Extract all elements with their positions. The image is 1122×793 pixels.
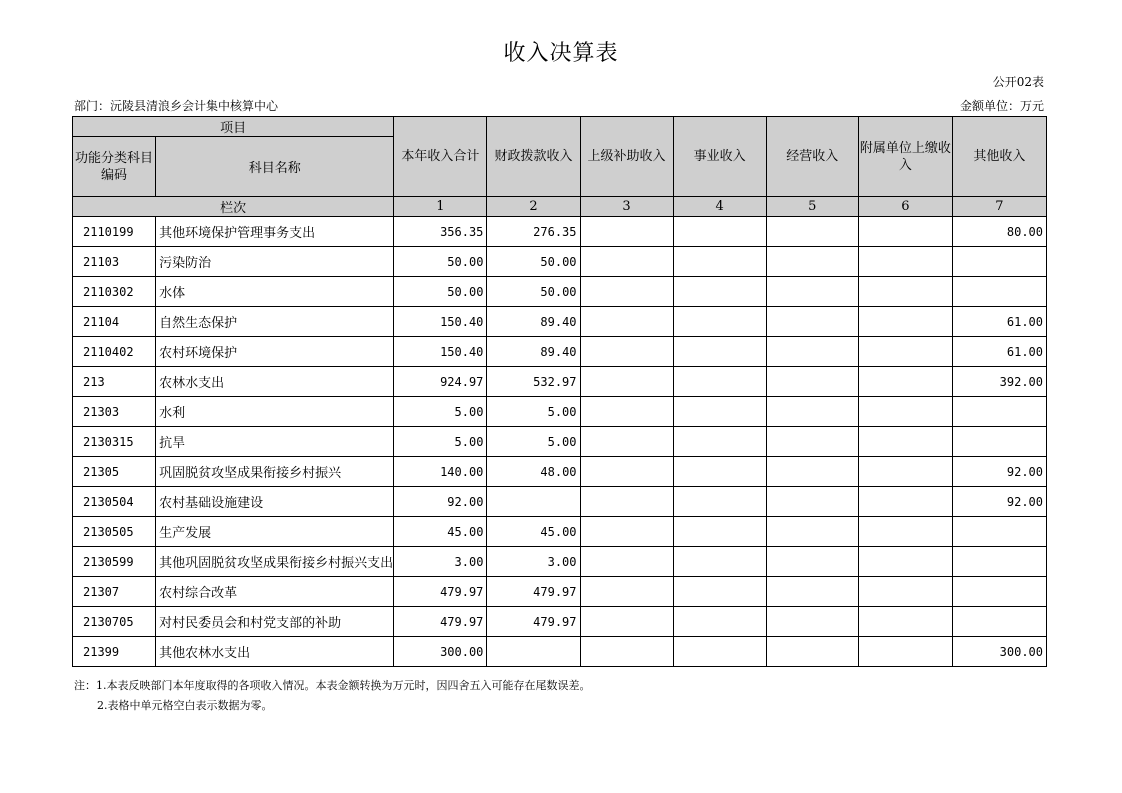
header-code: 功能分类科目编码 [73, 137, 156, 197]
amount-cell [580, 607, 673, 637]
amount-cell: 479.97 [487, 577, 580, 607]
amount-cell [952, 517, 1046, 547]
amount-cell: 61.00 [952, 337, 1046, 367]
header-col-3: 上级补助收入 [580, 117, 673, 197]
column-index-label: 栏次 [73, 197, 394, 217]
amount-cell [673, 367, 766, 397]
subject-code-cell: 2110402 [73, 337, 156, 367]
subject-code-cell: 21303 [73, 397, 156, 427]
amount-cell [580, 547, 673, 577]
amount-cell [580, 427, 673, 457]
amount-cell: 150.40 [394, 307, 487, 337]
amount-cell [766, 337, 858, 367]
amount-cell [580, 247, 673, 277]
amount-cell: 3.00 [487, 547, 580, 577]
subject-name-cell: 其他环境保护管理事务支出 [156, 217, 394, 247]
table-row [73, 307, 1047, 337]
table-row [73, 277, 1047, 307]
amount-cell [580, 217, 673, 247]
amount-cell: 50.00 [487, 247, 580, 277]
amount-cell [766, 277, 858, 307]
amount-cell [673, 277, 766, 307]
table-row [73, 487, 1047, 517]
column-index: 4 [673, 197, 766, 217]
note-2: 2.表格中单元格空白表示数据为零。 [97, 699, 273, 712]
table-row [73, 337, 1047, 367]
amount-cell [858, 607, 952, 637]
amount-unit-label: 金额单位：万元 [959, 99, 1044, 113]
amount-cell: 80.00 [952, 217, 1046, 247]
subject-code-cell: 21103 [73, 247, 156, 277]
amount-cell [766, 517, 858, 547]
subject-code-cell: 2130599 [73, 547, 156, 577]
subject-name-cell: 自然生态保护 [156, 307, 394, 337]
column-index: 6 [858, 197, 952, 217]
table-row [73, 367, 1047, 397]
column-index: 7 [952, 197, 1046, 217]
header-col-4: 事业收入 [673, 117, 766, 197]
report-title: 收入决算表 [503, 41, 619, 66]
column-index: 5 [766, 197, 858, 217]
amount-cell [952, 577, 1046, 607]
amount-cell [673, 457, 766, 487]
subject-code-cell: 21305 [73, 457, 156, 487]
amount-cell: 5.00 [487, 397, 580, 427]
subject-code-cell: 21104 [73, 307, 156, 337]
subject-code-cell: 2130705 [73, 607, 156, 637]
subject-name-cell: 农村基础设施建设 [156, 487, 394, 517]
table-row [73, 457, 1047, 487]
amount-cell [580, 337, 673, 367]
amount-cell [858, 487, 952, 517]
table-row [73, 217, 1047, 247]
subject-name-cell: 其他巩固脱贫攻坚成果衔接乡村振兴支出 [156, 547, 394, 577]
income-table [72, 116, 1047, 667]
amount-cell [580, 577, 673, 607]
amount-cell [952, 547, 1046, 577]
amount-cell: 140.00 [394, 457, 487, 487]
subject-name-cell: 水利 [156, 397, 394, 427]
subject-name-cell: 抗旱 [156, 427, 394, 457]
amount-cell: 50.00 [487, 277, 580, 307]
amount-cell: 92.00 [394, 487, 487, 517]
amount-cell [766, 427, 858, 457]
amount-cell: 45.00 [394, 517, 487, 547]
subject-name-cell: 对村民委员会和村党支部的补助 [156, 607, 394, 637]
subject-name-cell: 污染防治 [156, 247, 394, 277]
amount-cell [673, 247, 766, 277]
column-index: 1 [394, 197, 487, 217]
amount-cell [580, 457, 673, 487]
amount-cell [673, 337, 766, 367]
table-row [73, 547, 1047, 577]
amount-cell [858, 457, 952, 487]
amount-cell [766, 547, 858, 577]
amount-cell [858, 337, 952, 367]
amount-cell [952, 397, 1046, 427]
amount-cell: 479.97 [394, 577, 487, 607]
table-row [73, 427, 1047, 457]
amount-cell: 50.00 [394, 277, 487, 307]
amount-cell [858, 367, 952, 397]
header-col-6: 附属单位上缴收入 [858, 117, 952, 197]
subject-name-cell: 生产发展 [156, 517, 394, 547]
amount-cell [952, 277, 1046, 307]
amount-cell: 392.00 [952, 367, 1046, 397]
column-index: 3 [580, 197, 673, 217]
amount-cell [766, 217, 858, 247]
amount-cell [858, 217, 952, 247]
table-row [73, 637, 1047, 667]
amount-cell [673, 217, 766, 247]
amount-cell: 532.97 [487, 367, 580, 397]
subject-code-cell: 2130504 [73, 487, 156, 517]
amount-cell [580, 277, 673, 307]
header-item: 项目 [73, 117, 394, 137]
amount-cell [580, 487, 673, 517]
amount-cell [673, 577, 766, 607]
subject-code-cell: 2110199 [73, 217, 156, 247]
amount-cell: 5.00 [394, 427, 487, 457]
amount-cell: 924.97 [394, 367, 487, 397]
amount-cell [766, 397, 858, 427]
subject-code-cell: 2110302 [73, 277, 156, 307]
amount-cell: 5.00 [394, 397, 487, 427]
amount-cell [580, 517, 673, 547]
amount-cell [673, 547, 766, 577]
column-index: 2 [487, 197, 580, 217]
amount-cell [766, 457, 858, 487]
amount-cell [858, 307, 952, 337]
table-row [73, 247, 1047, 277]
subject-code-cell: 21307 [73, 577, 156, 607]
amount-cell: 300.00 [394, 637, 487, 667]
header-col-7: 其他收入 [952, 117, 1046, 197]
form-number: 公开02表 [992, 75, 1044, 89]
amount-cell [952, 427, 1046, 457]
table-row [73, 517, 1047, 547]
subject-name-cell: 农村综合改革 [156, 577, 394, 607]
amount-cell [580, 367, 673, 397]
amount-cell [858, 517, 952, 547]
amount-cell [766, 247, 858, 277]
amount-cell [580, 307, 673, 337]
header-col-1: 本年收入合计 [394, 117, 487, 197]
amount-cell [858, 427, 952, 457]
amount-cell: 300.00 [952, 637, 1046, 667]
subject-name-cell: 农村环境保护 [156, 337, 394, 367]
amount-cell [858, 277, 952, 307]
amount-cell [673, 487, 766, 517]
header-col-5: 经营收入 [766, 117, 858, 197]
amount-cell [673, 637, 766, 667]
note-1: 注：1.本表反映部门本年度取得的各项收入情况。本表金额转换为万元时，因四舍五入可能存在尾数误差。 [74, 679, 591, 692]
amount-cell [766, 637, 858, 667]
subject-code-cell: 2130505 [73, 517, 156, 547]
amount-cell [487, 637, 580, 667]
amount-cell [858, 547, 952, 577]
table-row [73, 397, 1047, 427]
amount-cell: 50.00 [394, 247, 487, 277]
amount-cell: 61.00 [952, 307, 1046, 337]
subject-code-cell: 21399 [73, 637, 156, 667]
amount-cell: 479.97 [394, 607, 487, 637]
table-row [73, 607, 1047, 637]
amount-cell [673, 517, 766, 547]
amount-cell: 89.40 [487, 307, 580, 337]
amount-cell: 356.35 [394, 217, 487, 247]
amount-cell [487, 487, 580, 517]
amount-cell: 92.00 [952, 487, 1046, 517]
subject-code-cell: 213 [73, 367, 156, 397]
amount-cell [673, 397, 766, 427]
header-col-2: 财政拨款收入 [487, 117, 580, 197]
subject-name-cell: 巩固脱贫攻坚成果衔接乡村振兴 [156, 457, 394, 487]
amount-cell [952, 607, 1046, 637]
amount-cell: 479.97 [487, 607, 580, 637]
amount-cell: 45.00 [487, 517, 580, 547]
amount-cell [858, 637, 952, 667]
amount-cell [858, 577, 952, 607]
amount-cell [580, 397, 673, 427]
amount-cell: 150.40 [394, 337, 487, 367]
amount-cell [766, 307, 858, 337]
amount-cell [766, 367, 858, 397]
amount-cell [580, 637, 673, 667]
amount-cell [766, 487, 858, 517]
amount-cell [766, 607, 858, 637]
department-label: 部门：沅陵县清浪乡会计集中核算中心 [74, 99, 279, 113]
amount-cell [673, 607, 766, 637]
amount-cell: 3.00 [394, 547, 487, 577]
amount-cell [858, 397, 952, 427]
amount-cell [673, 307, 766, 337]
header-name: 科目名称 [156, 137, 394, 197]
amount-cell: 92.00 [952, 457, 1046, 487]
subject-name-cell: 其他农林水支出 [156, 637, 394, 667]
amount-cell [952, 247, 1046, 277]
amount-cell [673, 427, 766, 457]
amount-cell: 48.00 [487, 457, 580, 487]
subject-name-cell: 水体 [156, 277, 394, 307]
table-row [73, 577, 1047, 607]
amount-cell: 89.40 [487, 337, 580, 367]
subject-name-cell: 农林水支出 [156, 367, 394, 397]
amount-cell [766, 577, 858, 607]
amount-cell [858, 247, 952, 277]
subject-code-cell: 2130315 [73, 427, 156, 457]
amount-cell: 5.00 [487, 427, 580, 457]
amount-cell: 276.35 [487, 217, 580, 247]
